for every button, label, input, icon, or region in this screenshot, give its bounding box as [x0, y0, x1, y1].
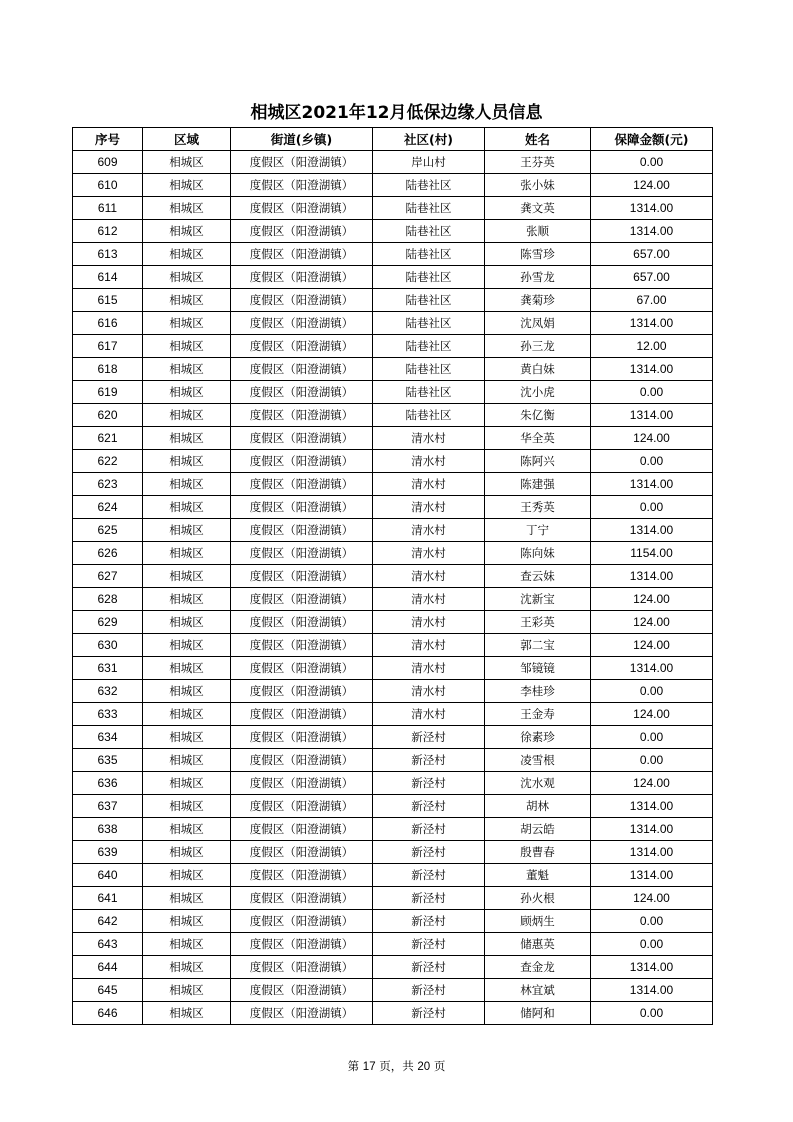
cell-name: 丁宁	[485, 519, 591, 542]
cell-serial: 632	[73, 680, 143, 703]
cell-serial: 622	[73, 450, 143, 473]
cell-serial: 630	[73, 634, 143, 657]
cell-amount: 1314.00	[591, 841, 713, 864]
cell-community: 陆巷社区	[373, 197, 485, 220]
cell-community: 陆巷社区	[373, 358, 485, 381]
table-row	[73, 772, 713, 795]
cell-serial: 637	[73, 795, 143, 818]
cell-serial: 627	[73, 565, 143, 588]
cell-name: 沈新宝	[485, 588, 591, 611]
cell-street: 度假区（阳澄湖镇）	[231, 542, 373, 565]
cell-district: 相城区	[143, 220, 231, 243]
table-row	[73, 864, 713, 887]
cell-district: 相城区	[143, 151, 231, 174]
cell-street: 度假区（阳澄湖镇）	[231, 841, 373, 864]
cell-amount: 0.00	[591, 933, 713, 956]
cell-amount: 1314.00	[591, 358, 713, 381]
cell-street: 度假区（阳澄湖镇）	[231, 588, 373, 611]
cell-amount: 0.00	[591, 726, 713, 749]
table-row	[73, 427, 713, 450]
cell-amount: 1314.00	[591, 818, 713, 841]
cell-district: 相城区	[143, 588, 231, 611]
cell-amount: 124.00	[591, 611, 713, 634]
cell-serial: 621	[73, 427, 143, 450]
cell-community: 清水村	[373, 542, 485, 565]
cell-community: 清水村	[373, 657, 485, 680]
page-title: 相城区2021年12月低保边缘人员信息	[250, 103, 543, 123]
page-footer	[0, 1058, 793, 1074]
cell-street: 度假区（阳澄湖镇）	[231, 680, 373, 703]
cell-name: 王芬英	[485, 151, 591, 174]
cell-amount: 1314.00	[591, 657, 713, 680]
cell-community: 陆巷社区	[373, 174, 485, 197]
cell-district: 相城区	[143, 818, 231, 841]
cell-serial: 634	[73, 726, 143, 749]
cell-street: 度假区（阳澄湖镇）	[231, 657, 373, 680]
cell-street: 度假区（阳澄湖镇）	[231, 749, 373, 772]
cell-district: 相城区	[143, 496, 231, 519]
cell-district: 相城区	[143, 473, 231, 496]
cell-district: 相城区	[143, 749, 231, 772]
table-row	[73, 795, 713, 818]
table-row	[73, 979, 713, 1002]
table-row	[73, 542, 713, 565]
cell-street: 度假区（阳澄湖镇）	[231, 335, 373, 358]
cell-serial: 610	[73, 174, 143, 197]
cell-serial: 643	[73, 933, 143, 956]
cell-serial: 612	[73, 220, 143, 243]
recipient-table	[72, 127, 713, 1025]
cell-community: 清水村	[373, 473, 485, 496]
table-row	[73, 289, 713, 312]
cell-name: 林宜斌	[485, 979, 591, 1002]
cell-district: 相城区	[143, 427, 231, 450]
cell-serial: 645	[73, 979, 143, 1002]
cell-amount: 0.00	[591, 1002, 713, 1025]
table-row	[73, 312, 713, 335]
table-row	[73, 634, 713, 657]
table-row	[73, 473, 713, 496]
cell-name: 张顺	[485, 220, 591, 243]
cell-serial: 640	[73, 864, 143, 887]
cell-street: 度假区（阳澄湖镇）	[231, 220, 373, 243]
table-row	[73, 519, 713, 542]
cell-street: 度假区（阳澄湖镇）	[231, 312, 373, 335]
cell-district: 相城区	[143, 335, 231, 358]
cell-name: 孙火根	[485, 887, 591, 910]
cell-street: 度假区（阳澄湖镇）	[231, 864, 373, 887]
cell-community: 陆巷社区	[373, 243, 485, 266]
cell-district: 相城区	[143, 519, 231, 542]
header-name: 姓名	[485, 128, 591, 151]
cell-name: 王秀英	[485, 496, 591, 519]
cell-name: 孙雪龙	[485, 266, 591, 289]
cell-district: 相城区	[143, 772, 231, 795]
cell-district: 相城区	[143, 174, 231, 197]
cell-street: 度假区（阳澄湖镇）	[231, 933, 373, 956]
table-row	[73, 151, 713, 174]
cell-community: 清水村	[373, 680, 485, 703]
cell-name: 顾炳生	[485, 910, 591, 933]
cell-name: 龚菊珍	[485, 289, 591, 312]
table-row	[73, 381, 713, 404]
cell-district: 相城区	[143, 864, 231, 887]
cell-district: 相城区	[143, 841, 231, 864]
table-row	[73, 910, 713, 933]
cell-district: 相城区	[143, 956, 231, 979]
cell-community: 陆巷社区	[373, 289, 485, 312]
cell-serial: 639	[73, 841, 143, 864]
cell-name: 邹镜镜	[485, 657, 591, 680]
footer-suffix: 页	[433, 1059, 446, 1073]
cell-serial: 625	[73, 519, 143, 542]
cell-amount: 1314.00	[591, 565, 713, 588]
cell-district: 相城区	[143, 887, 231, 910]
table-header-row	[73, 128, 713, 151]
cell-name: 郭二宝	[485, 634, 591, 657]
cell-community: 新泾村	[373, 841, 485, 864]
cell-name: 徐素珍	[485, 726, 591, 749]
cell-serial: 633	[73, 703, 143, 726]
cell-community: 陆巷社区	[373, 312, 485, 335]
cell-name: 华全英	[485, 427, 591, 450]
cell-serial: 619	[73, 381, 143, 404]
cell-amount: 124.00	[591, 174, 713, 197]
table-row	[73, 335, 713, 358]
cell-amount: 12.00	[591, 335, 713, 358]
cell-amount: 1314.00	[591, 519, 713, 542]
cell-community: 新泾村	[373, 933, 485, 956]
cell-name: 沈水观	[485, 772, 591, 795]
cell-district: 相城区	[143, 910, 231, 933]
cell-community: 新泾村	[373, 887, 485, 910]
header-amount: 保障金额(元)	[591, 128, 713, 151]
cell-amount: 1314.00	[591, 197, 713, 220]
table-row	[73, 841, 713, 864]
cell-name: 储阿和	[485, 1002, 591, 1025]
cell-district: 相城区	[143, 933, 231, 956]
cell-amount: 67.00	[591, 289, 713, 312]
cell-community: 新泾村	[373, 818, 485, 841]
cell-district: 相城区	[143, 657, 231, 680]
table-row	[73, 887, 713, 910]
cell-community: 陆巷社区	[373, 381, 485, 404]
cell-district: 相城区	[143, 979, 231, 1002]
cell-amount: 1314.00	[591, 956, 713, 979]
cell-community: 新泾村	[373, 749, 485, 772]
table-body	[73, 151, 713, 1025]
cell-community: 新泾村	[373, 956, 485, 979]
cell-name: 查金龙	[485, 956, 591, 979]
cell-amount: 0.00	[591, 151, 713, 174]
cell-name: 张小妹	[485, 174, 591, 197]
cell-street: 度假区（阳澄湖镇）	[231, 818, 373, 841]
cell-street: 度假区（阳澄湖镇）	[231, 519, 373, 542]
footer-prefix: 第	[347, 1059, 360, 1073]
header-community: 社区(村)	[373, 128, 485, 151]
cell-name: 陈向妹	[485, 542, 591, 565]
cell-community: 清水村	[373, 427, 485, 450]
cell-name: 沈小虎	[485, 381, 591, 404]
cell-amount: 657.00	[591, 243, 713, 266]
cell-name: 黄白妹	[485, 358, 591, 381]
cell-serial: 626	[73, 542, 143, 565]
cell-street: 度假区（阳澄湖镇）	[231, 496, 373, 519]
table-row	[73, 657, 713, 680]
cell-serial: 620	[73, 404, 143, 427]
cell-street: 度假区（阳澄湖镇）	[231, 427, 373, 450]
cell-serial: 636	[73, 772, 143, 795]
footer-total-pages: 20	[417, 1061, 431, 1073]
table-row	[73, 243, 713, 266]
table-row	[73, 220, 713, 243]
cell-street: 度假区（阳澄湖镇）	[231, 611, 373, 634]
cell-amount: 1154.00	[591, 542, 713, 565]
cell-name: 李桂珍	[485, 680, 591, 703]
cell-amount: 0.00	[591, 749, 713, 772]
cell-community: 陆巷社区	[373, 335, 485, 358]
cell-serial: 628	[73, 588, 143, 611]
cell-amount: 124.00	[591, 703, 713, 726]
cell-name: 陈阿兴	[485, 450, 591, 473]
cell-street: 度假区（阳澄湖镇）	[231, 910, 373, 933]
cell-amount: 1314.00	[591, 220, 713, 243]
cell-serial: 642	[73, 910, 143, 933]
table-row	[73, 680, 713, 703]
cell-street: 度假区（阳澄湖镇）	[231, 450, 373, 473]
cell-district: 相城区	[143, 197, 231, 220]
cell-amount: 124.00	[591, 427, 713, 450]
cell-street: 度假区（阳澄湖镇）	[231, 979, 373, 1002]
header-district: 区域	[143, 128, 231, 151]
table-row	[73, 197, 713, 220]
cell-serial: 638	[73, 818, 143, 841]
cell-serial: 646	[73, 1002, 143, 1025]
cell-name: 董魁	[485, 864, 591, 887]
cell-serial: 613	[73, 243, 143, 266]
cell-amount: 124.00	[591, 887, 713, 910]
cell-community: 新泾村	[373, 910, 485, 933]
cell-street: 度假区（阳澄湖镇）	[231, 266, 373, 289]
table-row	[73, 1002, 713, 1025]
cell-community: 清水村	[373, 496, 485, 519]
table-row	[73, 450, 713, 473]
cell-district: 相城区	[143, 634, 231, 657]
cell-district: 相城区	[143, 795, 231, 818]
cell-serial: 624	[73, 496, 143, 519]
cell-community: 清水村	[373, 634, 485, 657]
cell-street: 度假区（阳澄湖镇）	[231, 772, 373, 795]
cell-street: 度假区（阳澄湖镇）	[231, 634, 373, 657]
cell-street: 度假区（阳澄湖镇）	[231, 473, 373, 496]
cell-serial: 615	[73, 289, 143, 312]
cell-amount: 1314.00	[591, 864, 713, 887]
cell-amount: 0.00	[591, 910, 713, 933]
cell-street: 度假区（阳澄湖镇）	[231, 956, 373, 979]
cell-street: 度假区（阳澄湖镇）	[231, 174, 373, 197]
cell-district: 相城区	[143, 404, 231, 427]
cell-name: 朱亿衡	[485, 404, 591, 427]
table-row	[73, 956, 713, 979]
cell-street: 度假区（阳澄湖镇）	[231, 289, 373, 312]
cell-serial: 617	[73, 335, 143, 358]
cell-district: 相城区	[143, 542, 231, 565]
cell-name: 储惠英	[485, 933, 591, 956]
cell-community: 陆巷社区	[373, 266, 485, 289]
cell-district: 相城区	[143, 703, 231, 726]
cell-serial: 623	[73, 473, 143, 496]
cell-name: 查云妹	[485, 565, 591, 588]
cell-street: 度假区（阳澄湖镇）	[231, 151, 373, 174]
cell-name: 胡林	[485, 795, 591, 818]
cell-community: 岸山村	[373, 151, 485, 174]
cell-community: 清水村	[373, 588, 485, 611]
cell-district: 相城区	[143, 565, 231, 588]
footer-current-page: 17	[362, 1061, 376, 1073]
cell-serial: 616	[73, 312, 143, 335]
cell-name: 殷曹春	[485, 841, 591, 864]
cell-district: 相城区	[143, 611, 231, 634]
cell-name: 凌雪根	[485, 749, 591, 772]
table-row	[73, 703, 713, 726]
footer-middle: 页，共	[379, 1059, 414, 1073]
table-row	[73, 174, 713, 197]
cell-name: 陈雪珍	[485, 243, 591, 266]
cell-amount: 0.00	[591, 680, 713, 703]
cell-district: 相城区	[143, 1002, 231, 1025]
cell-amount: 124.00	[591, 588, 713, 611]
cell-serial: 644	[73, 956, 143, 979]
cell-district: 相城区	[143, 450, 231, 473]
cell-amount: 0.00	[591, 381, 713, 404]
cell-amount: 0.00	[591, 450, 713, 473]
table-row	[73, 588, 713, 611]
cell-community: 新泾村	[373, 1002, 485, 1025]
table-row	[73, 933, 713, 956]
cell-street: 度假区（阳澄湖镇）	[231, 381, 373, 404]
cell-district: 相城区	[143, 358, 231, 381]
cell-amount: 1314.00	[591, 312, 713, 335]
cell-community: 清水村	[373, 611, 485, 634]
cell-serial: 641	[73, 887, 143, 910]
cell-serial: 629	[73, 611, 143, 634]
table-row	[73, 749, 713, 772]
cell-name: 孙三龙	[485, 335, 591, 358]
table-row	[73, 404, 713, 427]
cell-district: 相城区	[143, 381, 231, 404]
table-row	[73, 726, 713, 749]
cell-amount: 1314.00	[591, 979, 713, 1002]
cell-amount: 1314.00	[591, 404, 713, 427]
header-serial: 序号	[73, 128, 143, 151]
cell-street: 度假区（阳澄湖镇）	[231, 565, 373, 588]
cell-community: 清水村	[373, 519, 485, 542]
cell-community: 清水村	[373, 450, 485, 473]
cell-name: 胡云皓	[485, 818, 591, 841]
table-row	[73, 358, 713, 381]
cell-district: 相城区	[143, 289, 231, 312]
cell-amount: 1314.00	[591, 473, 713, 496]
cell-community: 新泾村	[373, 979, 485, 1002]
cell-street: 度假区（阳澄湖镇）	[231, 1002, 373, 1025]
cell-street: 度假区（阳澄湖镇）	[231, 358, 373, 381]
cell-amount: 1314.00	[591, 795, 713, 818]
cell-name: 沈凤娟	[485, 312, 591, 335]
cell-district: 相城区	[143, 312, 231, 335]
cell-district: 相城区	[143, 726, 231, 749]
cell-community: 新泾村	[373, 772, 485, 795]
cell-name: 陈建强	[485, 473, 591, 496]
cell-amount: 657.00	[591, 266, 713, 289]
cell-amount: 0.00	[591, 496, 713, 519]
cell-street: 度假区（阳澄湖镇）	[231, 703, 373, 726]
cell-amount: 124.00	[591, 772, 713, 795]
cell-serial: 614	[73, 266, 143, 289]
cell-street: 度假区（阳澄湖镇）	[231, 404, 373, 427]
cell-community: 清水村	[373, 565, 485, 588]
table-row	[73, 818, 713, 841]
cell-name: 王彩英	[485, 611, 591, 634]
cell-community: 清水村	[373, 703, 485, 726]
cell-street: 度假区（阳澄湖镇）	[231, 887, 373, 910]
cell-name: 王金寿	[485, 703, 591, 726]
cell-serial: 609	[73, 151, 143, 174]
cell-serial: 631	[73, 657, 143, 680]
cell-district: 相城区	[143, 680, 231, 703]
cell-amount: 124.00	[591, 634, 713, 657]
cell-district: 相城区	[143, 266, 231, 289]
cell-district: 相城区	[143, 243, 231, 266]
cell-street: 度假区（阳澄湖镇）	[231, 726, 373, 749]
cell-community: 陆巷社区	[373, 404, 485, 427]
cell-serial: 635	[73, 749, 143, 772]
cell-street: 度假区（阳澄湖镇）	[231, 795, 373, 818]
table-row	[73, 496, 713, 519]
cell-street: 度假区（阳澄湖镇）	[231, 197, 373, 220]
cell-serial: 618	[73, 358, 143, 381]
cell-community: 新泾村	[373, 795, 485, 818]
cell-street: 度假区（阳澄湖镇）	[231, 243, 373, 266]
header-street: 街道(乡镇)	[231, 128, 373, 151]
cell-community: 新泾村	[373, 726, 485, 749]
cell-serial: 611	[73, 197, 143, 220]
table-row	[73, 565, 713, 588]
cell-community: 陆巷社区	[373, 220, 485, 243]
cell-name: 龚文英	[485, 197, 591, 220]
cell-community: 新泾村	[373, 864, 485, 887]
table-row	[73, 611, 713, 634]
table-row	[73, 266, 713, 289]
